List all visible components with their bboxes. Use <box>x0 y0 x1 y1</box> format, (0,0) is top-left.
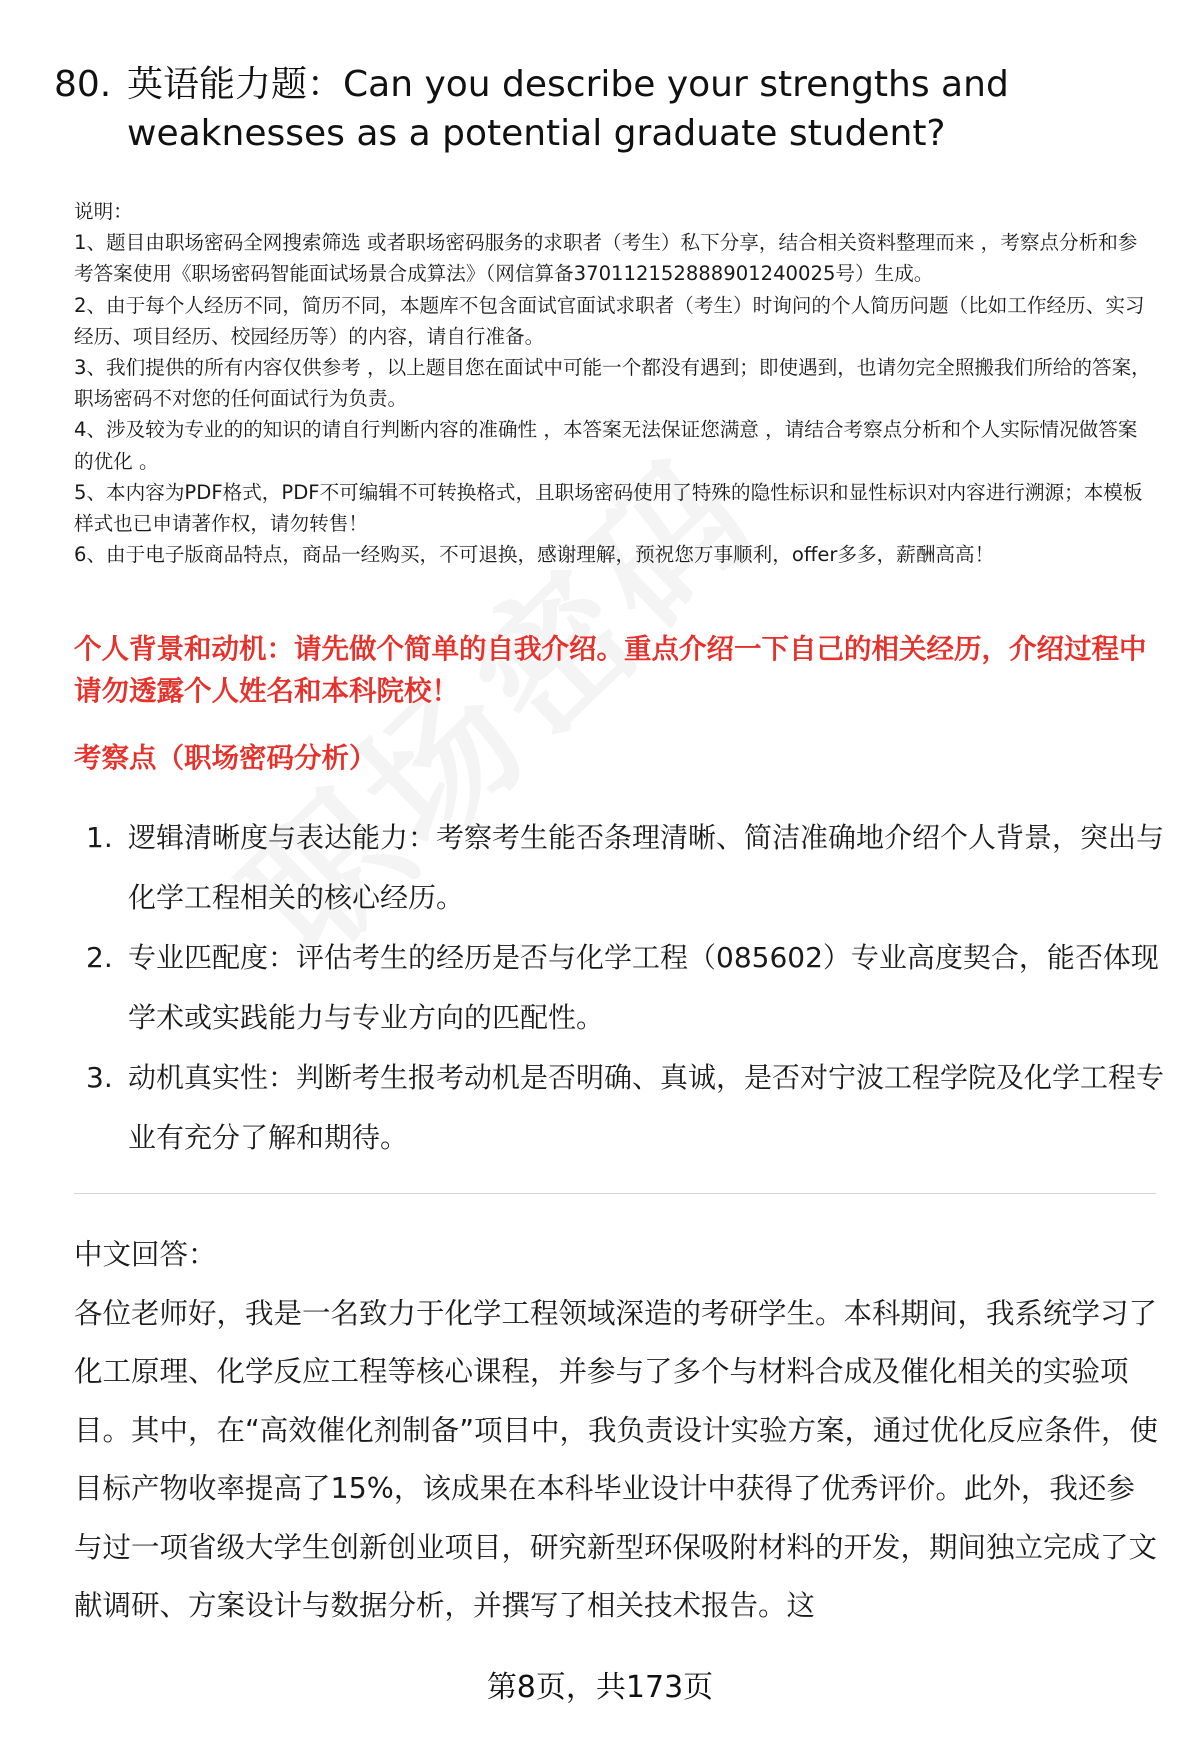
note-item: 5、本内容为PDF格式，PDF不可编辑不可转换格式，且职场密码使用了特殊的隐性标识和显性标识对内容进行溯源；本模板样式也已申请著作权，请勿转售！ <box>74 480 1143 536</box>
point-text: 逻辑清晰度与表达能力：考察考生能否条理清晰、简洁准确地介绍个人背景，突出与化学工程相关的核心经历。 <box>128 821 1165 914</box>
chinese-answer <box>74 1226 1159 1636</box>
notes-heading: 说明： <box>74 200 133 223</box>
note-item: 4、涉及较为专业的的知识的请自行判断内容的准确性 ，本答案无法保证您满意 ，请结合考察点分析和个人实际情况做答案的优化 。 <box>74 418 1138 473</box>
point-number: 2. <box>86 941 113 974</box>
point-number: 3. <box>86 1061 113 1094</box>
analysis-point <box>74 1048 1164 1168</box>
note-item: 2、由于每个人经历不同，简历不同，本题库不包含面试官面试求职者（考生）时询问的个人简历问题（比如工作经历、实习经历、项目经历、校园经历等）的内容，请自行准备。 <box>74 293 1145 348</box>
disclaimer-notes <box>74 196 1154 570</box>
analysis-point <box>74 928 1164 1048</box>
point-text: 专业匹配度：评估考生的经历是否与化学工程（085602）专业高度契合，能否体现学术或实践能力与专业方向的匹配性。 <box>128 941 1159 1034</box>
analysis-points <box>74 808 1164 1168</box>
point-text: 动机真实性：判断考生报考动机是否明确、真诚，是否对宁波工程学院及化学工程专业有充分了解和期待。 <box>128 1061 1165 1154</box>
page-number: 第8页，共173页 <box>486 1670 714 1705</box>
answer-body: 各位老师好，我是一名致力于化学工程领域深造的考研学生。本科期间，我系统学习了化工原理、化学反应工程等核心课程，并参与了多个与材料合成及催化相关的实验项目。其中，在“高效催化剂制备”项目中，我负责设计实验方案，通过优化反应条件，使目标产物收率提高了15%，该成果在本科毕业设计中获得了优秀评价。此外，我还参与过一项省级大学生创新创业项目，研究新型环保吸附材料的开发，期间独立完成了文献调研、方案设计与数据分析，并撰写了相关技术报告。这 <box>74 1296 1159 1622</box>
question-title <box>54 60 1144 158</box>
answer-heading: 中文回答： <box>74 1238 217 1271</box>
background-prompt: 个人背景和动机：请先做个简单的自我介绍。重点介绍一下自己的相关经历，介绍过程中请勿透露个人姓名和本科院校！ <box>74 633 1147 707</box>
analysis-point <box>74 808 1164 928</box>
section-divider <box>74 1193 1156 1194</box>
analysis-title: 考察点（职场密码分析） <box>74 742 377 774</box>
note-item: 1、题目由职场密码全网搜索筛选 或者职场密码服务的求职者（考生）私下分享，结合相关资料整理而来 ，考察点分析和参考答案使用《职场密码智能面试场景合成算法》（网信算备370112152888901240025号）生成。 <box>74 231 1138 286</box>
note-item: 3、我们提供的所有内容仅供参考 ，以上题目您在面试中可能一个都没有遇到；即使遇到，也请勿完全照搬我们所给的答案，职场密码不对您的任何面试行为负责。 <box>74 356 1151 411</box>
question-number: 80. <box>54 64 112 105</box>
point-number: 1. <box>86 821 113 854</box>
question-text: 英语能力题：Can you describe your strengths and weaknesses as a potential graduate student? <box>127 64 1009 154</box>
note-item: 6、由于电子版商品特点，商品一经购买，不可退换，感谢理解，预祝您万事顺利，offer多多，薪酬高高！ <box>74 543 995 567</box>
